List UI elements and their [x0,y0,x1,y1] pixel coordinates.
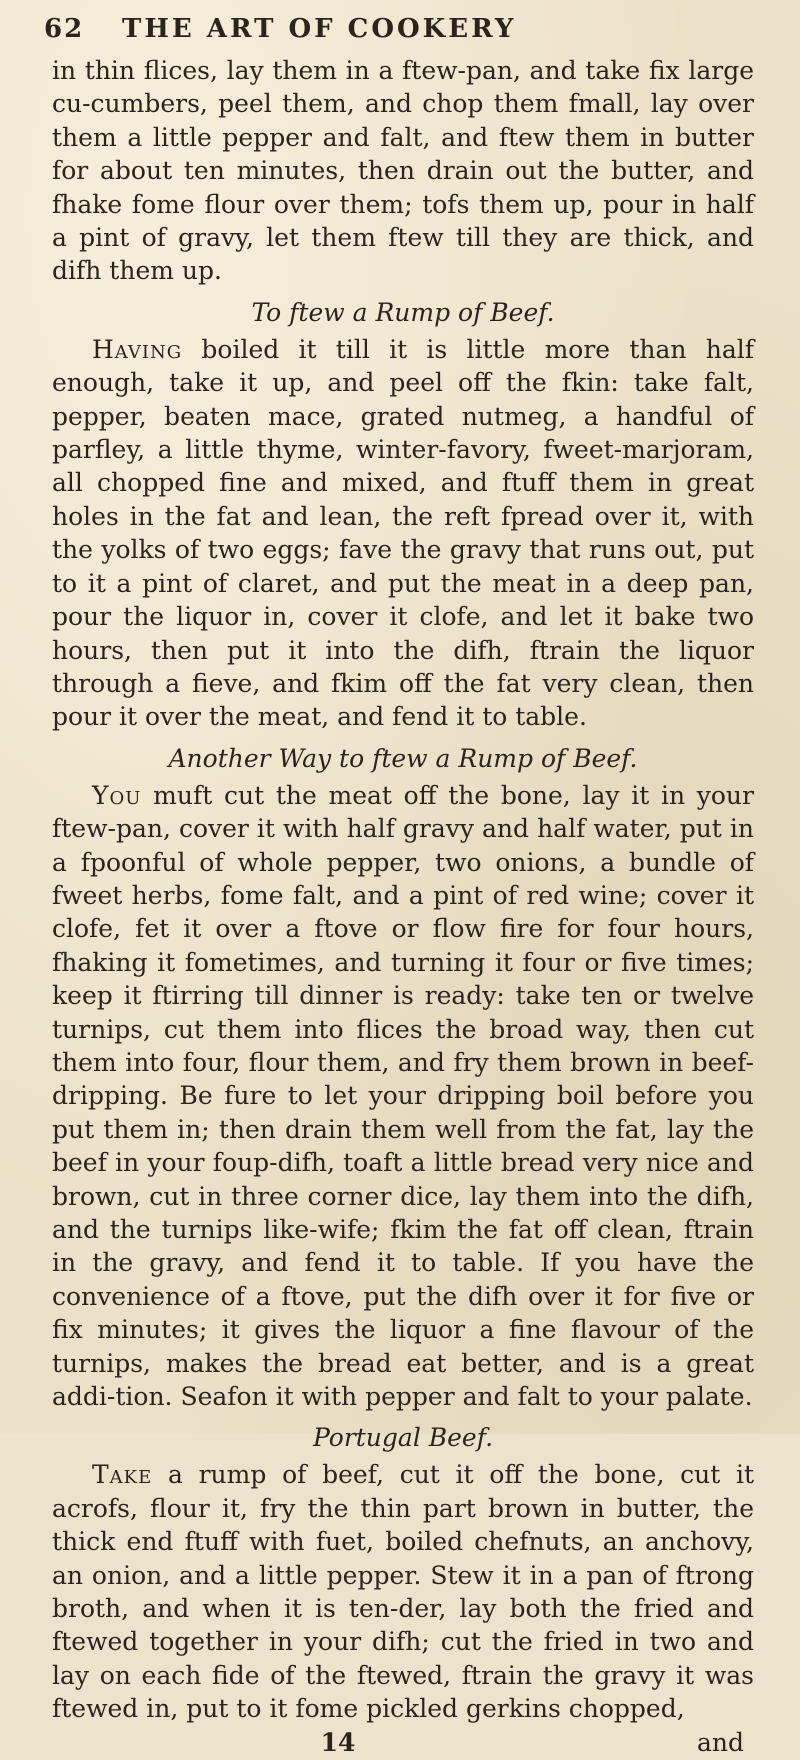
recipe-lead-word: Having [92,334,183,364]
recipe-body-another-way [52,779,754,1414]
recipe-body-portugal-beef [52,1458,754,1725]
page-footer [52,1726,754,1760]
recipe-text: boiled it till it is little more than half enough, take it up, and peel off the fkin: take falt, pepper, beaten mace, grated nutmeg, a handful of parfley, a little thyme, winter-favory, fweet-marjoram, all chopped fine and mixed, and ftuff them in great holes in the fat and lean, the reft fpread over it, with the yolks of two eggs; fave the gravy that runs out, put to it a pint of claret, and put the meat in a deep pan, pour the liquor in, cover it clofe, and let it bake two hours, then put it into the difh, ftrain the liquor through a fieve, and fkim off the fat very clean, then pour it over the meat, and fend it to table. [52,334,754,732]
recipe-lead-word: You [92,780,142,810]
page-header [44,14,754,54]
recipe-heading-another-way: Another Way to ftew a Rump of Beef. [168,743,638,773]
recipe-heading-portugal-beef: Portugal Beef. [312,1423,494,1453]
signature-mark: 14 [320,1727,356,1757]
recipe-lead-word: Take [92,1460,153,1490]
recipe-text: muft cut the meat off the bone, lay it in your ftew-pan, cover it with half gravy and half water, put in a fpoonful of whole pepper, two onions, a bundle of fweet herbs, fome falt, and a pint of red wine; cover it clofe, fet it over a ftove or flow fire for four hours, fhaking it fometimes, and turning it four or five times; keep it ftirring till dinner is ready: take ten or twelve turnips, cut them into flices the broad way, then cut them into four, flour them, and fry them brown in beef-dripping. Be fure to let your dripping boil before you put them in; then drain them well from the fat, lay the beef in your foup-difh, toaft a little bread very nice and brown, cut in three corner dice, lay them into the difh, and the turnips like-wife; fkim the fat off clean, ftrain in the gravy, and fend it to table. If you have the convenience of a ftove, put the difh over it for five or fix minutes; it gives the liquor a fine flavour of the turnips, makes the bread eat better, and is a great addi-tion. Seafon it with pepper and falt to your palate. [52,780,754,1412]
recipe-body-rump-of-beef [52,333,754,734]
page-number: 62 [44,14,85,44]
recipe-text: a rump of beef, cut it off the bone, cut it acrofs, flour it, fry the thin part brown in butter, the thick end ftuff with fuet, boiled chefnuts, an anchovy, an onion, and a little pepper. Stew it in a pan of ftrong broth, and when it is ten-der, lay both the fried and ftewed together in your difh; cut the fried in two and lay on each fide of the ftewed, ftrain the gravy it was ftewed in, put to it fome pickled gerkins chopped, [52,1460,755,1724]
running-head: THE ART OF COOKERY [122,14,517,44]
recipe-heading-rump-of-beef: To ftew a Rump of Beef. [251,297,555,327]
catchword: and [696,1727,744,1757]
continued-paragraph: in thin flices, lay them in a ftew-pan, and take fix large cu-cumbers, peel them, and chop them fmall, lay over them a little pepper and falt, and ftew them in butter for about ten minutes, then drain out the butter, and fhake fome flour over them; tofs them up, pour in half a pint of gravy, let them ftew till they are thick, and difh them up. [52,56,754,286]
